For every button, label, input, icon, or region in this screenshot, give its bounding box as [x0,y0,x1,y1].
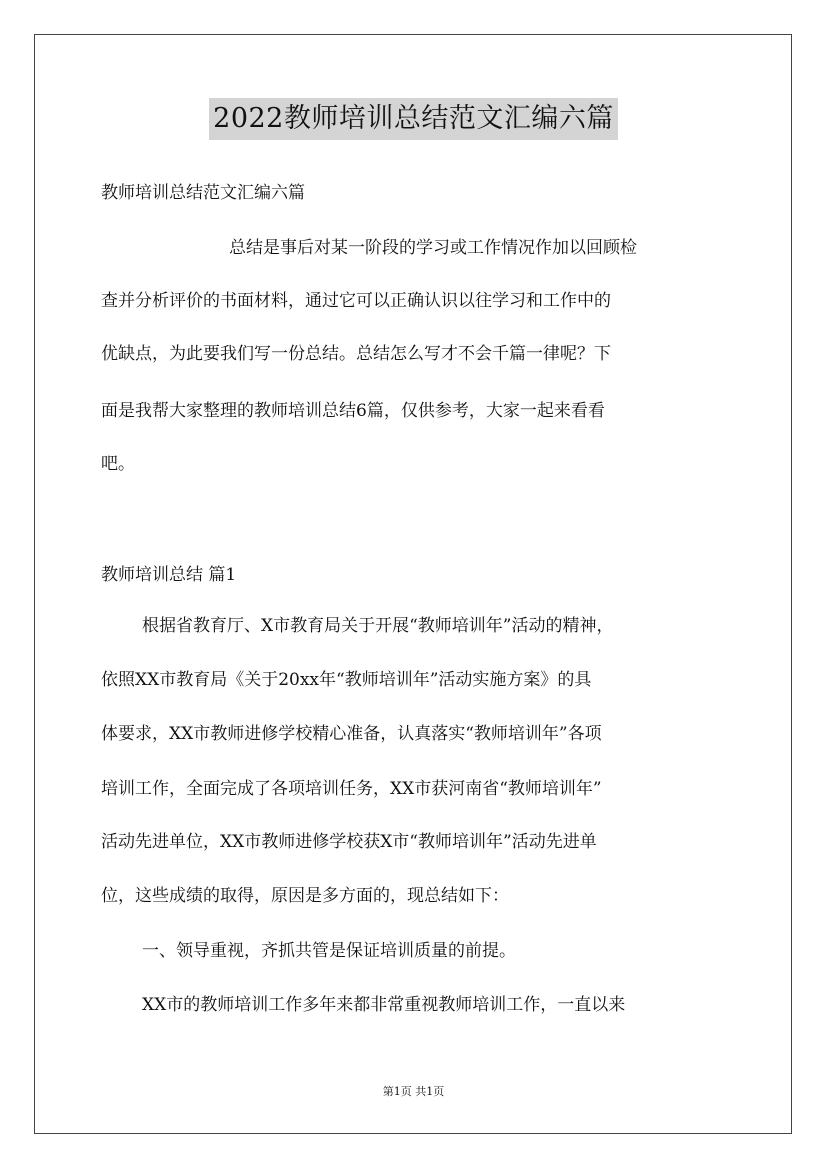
body-line: 活动先进单位，XX市教师进修学校获X市“教师培训年”活动先进单 [101,832,597,852]
section-heading: 教师培训总结 篇1 [101,565,237,585]
body-line: 培训工作，全面完成了各项培训任务，XX市获河南省“教师培训年” [101,779,602,799]
intro-line: 查并分析评价的书面材料，通过它可以正确认识以往学习和工作中的 [101,291,611,311]
intro-line: 总结是事后对某一阶段的学习或工作情况作加以回顾检 [229,238,637,258]
body-line: 一、领导重视，齐抓共管是保证培训质量的前提。 [142,941,516,961]
page-footer: 第1页 共1页 [382,1085,445,1098]
intro-line: 优缺点，为此要我们写一份总结。总结怎么写才不会千篇一律呢？下 [101,344,611,364]
intro-line: 面是我帮大家整理的教师培训总结6篇，仅供参考，大家一起来看看 [101,401,605,421]
subtitle: 教师培训总结范文汇编六篇 [101,183,305,203]
body-line: 位，这些成绩的取得，原因是多方面的，现总结如下： [101,886,509,906]
intro-line: 吧。 [101,454,135,474]
document-title: 2022教师培训总结范文汇编六篇 [209,98,618,140]
body-line: 根据省教育厅、X市教育局关于开展“教师培训年”活动的精神， [142,616,614,636]
body-line: 依照XX市教育局《关于20xx年“教师培训年”活动实施方案》的具 [101,670,592,690]
body-line: 体要求，XX市教师进修学校精心准备，认真落实“教师培训年”各项 [101,724,602,744]
title-container [0,98,827,140]
body-line: XX市的教师培训工作多年来都非常重视教师培训工作，一直以来 [142,995,626,1015]
